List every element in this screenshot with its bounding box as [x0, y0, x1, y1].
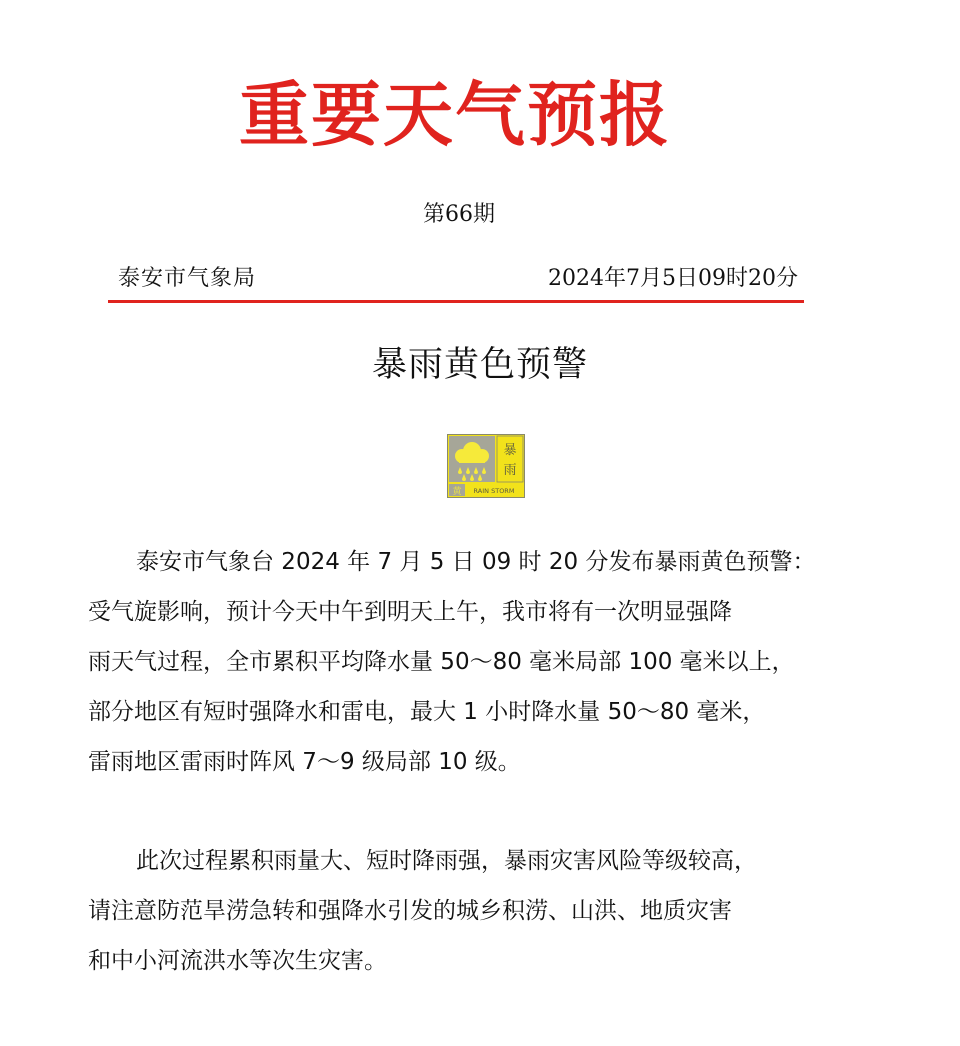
icon-label-en: RAIN STORM: [473, 487, 515, 495]
warning-title: 暴雨黄色预警: [371, 345, 588, 385]
paragraph-2-line: 此次过程累积雨量大、短时降雨强，暴雨灾害风险等级较高，: [136, 848, 757, 874]
paragraph-2: [88, 836, 868, 986]
paragraph-1-line: 雨天气过程，全市累积平均降水量 50～80 毫米局部 100 毫米以上，: [88, 649, 795, 675]
paragraph-1-line: 泰安市气象台 2024 年 7 月 5 日 09 时 20 分发布暴雨黄色预警：: [136, 549, 816, 575]
rainstorm-yellow-warning-icon: [447, 434, 525, 498]
issue-datetime: 2024年7月5日09时20分: [548, 266, 798, 291]
red-divider: [108, 300, 804, 303]
paragraph-1: [88, 537, 868, 787]
paragraph-1-line: 受气旋影响，预计今天中午到明天上午，我市将有一次明显强降: [88, 599, 732, 625]
issuing-organization: 泰安市气象局: [118, 266, 257, 291]
paragraph-2-line: 和中小河流洪水等次生灾害。: [88, 948, 387, 974]
icon-level-char: 黄: [452, 487, 462, 497]
paragraph-2-line: 请注意防范旱涝急转和强降水引发的城乡积涝、山洪、地质灾害: [88, 898, 732, 924]
issue-number: 第66期: [423, 202, 495, 227]
masthead-title: 重要天气预报: [239, 74, 671, 156]
paragraph-1-line: 部分地区有短时强降水和雷电，最大 1 小时降水量 50～80 毫米，: [88, 699, 766, 725]
meta-row: [110, 262, 804, 298]
icon-label-char-1: 暴: [503, 443, 517, 458]
icon-label-char-2: 雨: [503, 463, 517, 478]
paragraph-1-line: 雷雨地区雷雨时阵风 7～9 级局部 10 级。: [88, 749, 521, 775]
